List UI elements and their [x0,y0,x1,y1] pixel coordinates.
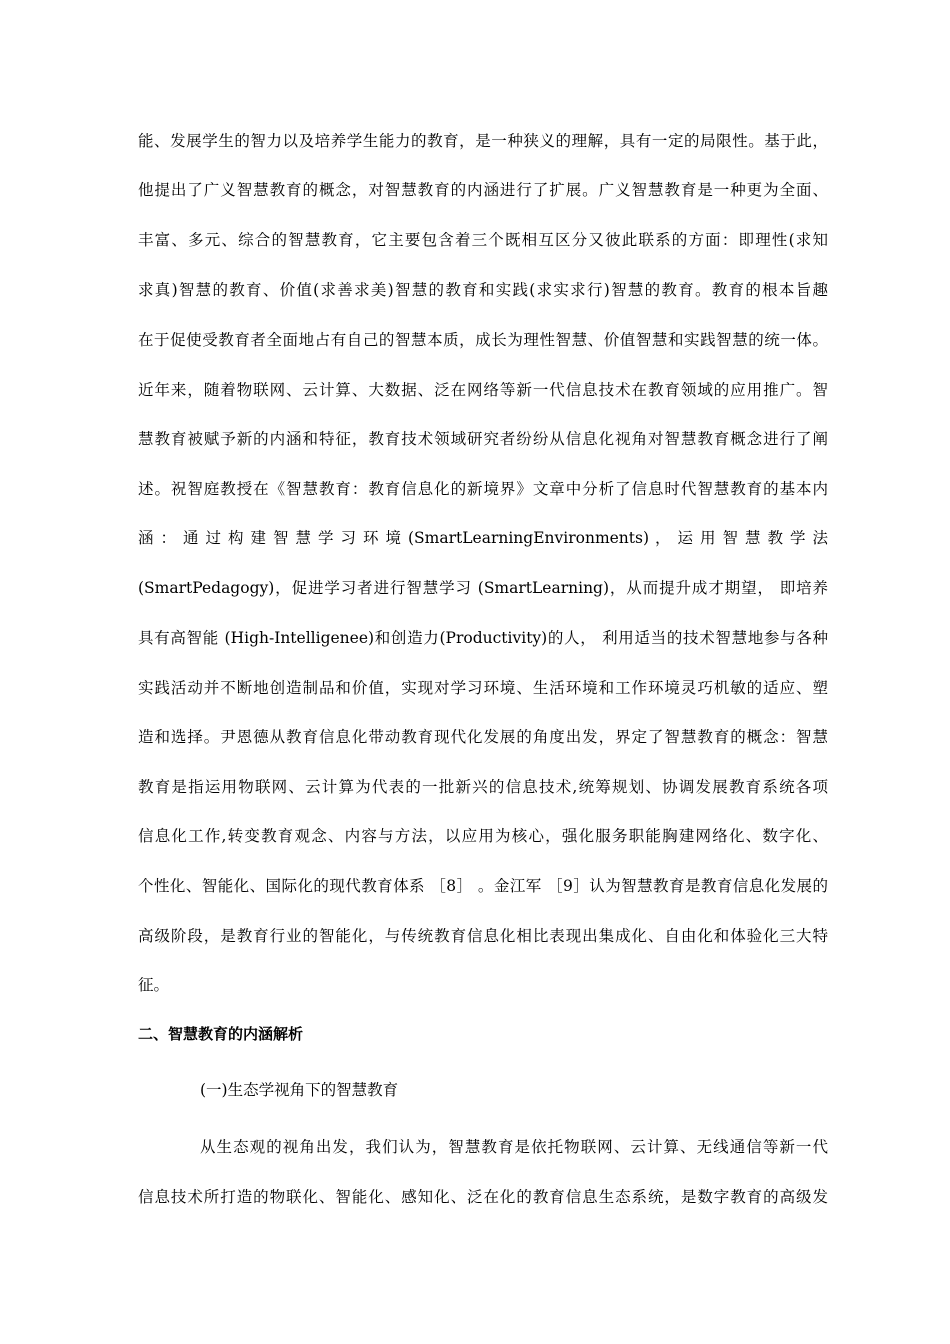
paragraph-line: 求真)智慧的教育、价值(求善求美)智慧的教育和实践(求实求行)智慧的教育。教育的根本旨趣 [138,281,828,299]
section-heading: 二、智慧教育的内涵解析 [138,1025,304,1043]
paragraph-line: 能、发展学生的智力以及培养学生能力的教育，是一种狭义的理解，具有一定的局限性。基于此， [138,132,828,150]
paragraph-line: 教育是指运用物联网、云计算为代表的一批新兴的信息技术,统筹规划、协调发展教育系统各项 [138,778,828,796]
subsection-heading: (一)生态学视角下的智慧教育 [200,1081,399,1099]
paragraph-line: 个性化、智能化、国际化的现代教育体系 ［8］ 。金江军 ［9］认为智慧教育是教育信息化发展的 [138,877,828,895]
paragraph-line: 信息化工作,转变教育观念、内容与方法，以应用为核心，强化服务职能胸建网络化、数字化、 [138,827,828,845]
paragraph-line: 近年来，随着物联网、云计算、大数据、泛在网络等新一代信息技术在教育领域的应用推广。智 [138,381,828,399]
paragraph-line: 述。祝智庭教授在《智慧教育：教育信息化的新境界》文章中分析了信息时代智慧教育的基本内 [138,480,828,498]
paragraph-line: 实践活动并不断地创造制品和价值，实现对学习环境、生活环境和工作环境灵巧机敏的适应、塑 [138,679,828,697]
paragraph-line: 在于促使受教育者全面地占有自己的智慧本质，成长为理性智慧、价值智慧和实践智慧的统一体。 [138,331,828,349]
paragraph-line: 涵 ： 通 过 构 建 智 慧 学 习 环 境 (SmartLearningEnvironments) ， 运 用 智 慧 教 学 法 [138,529,828,547]
paragraph-line: 征。 [138,976,170,994]
paragraph-line: 信息技术所打造的物联化、智能化、感知化、泛在化的教育信息生态系统，是数字教育的高级发 [138,1188,828,1206]
paragraph-line: 具有高智能 (High-Intelligenee)和创造力(Productivity)的人， 利用适当的技术智慧地参与各种 [138,629,828,647]
paragraph-line: (SmartPedagogy)，促进学习者进行智慧学习 (SmartLearning)，从而提升成才期望， 即培养 [138,579,828,597]
paragraph-line: 从生态观的视角出发，我们认为，智慧教育是依托物联网、云计算、无线通信等新一代 [200,1138,828,1156]
paragraph-line: 慧教育被赋予新的内涵和特征，教育技术领域研究者纷纷从信息化视角对智慧教育概念进行了阐 [138,430,828,448]
paragraph-line: 他提出了广义智慧教育的概念，对智慧教育的内涵进行了扩展。广义智慧教育是一种更为全面、 [138,181,828,199]
paragraph-line: 造和选择。尹恩德从教育信息化带动教育现代化发展的角度出发，界定了智慧教育的概念：智慧 [138,728,828,746]
paragraph-line: 高级阶段，是教育行业的智能化，与传统教育信息化相比表现出集成化、自由化和体验化三大特 [138,927,828,945]
paragraph-line: 丰富、多元、综合的智慧教育，它主要包含着三个既相互区分又彼此联系的方面：即理性(求知 [138,231,828,249]
